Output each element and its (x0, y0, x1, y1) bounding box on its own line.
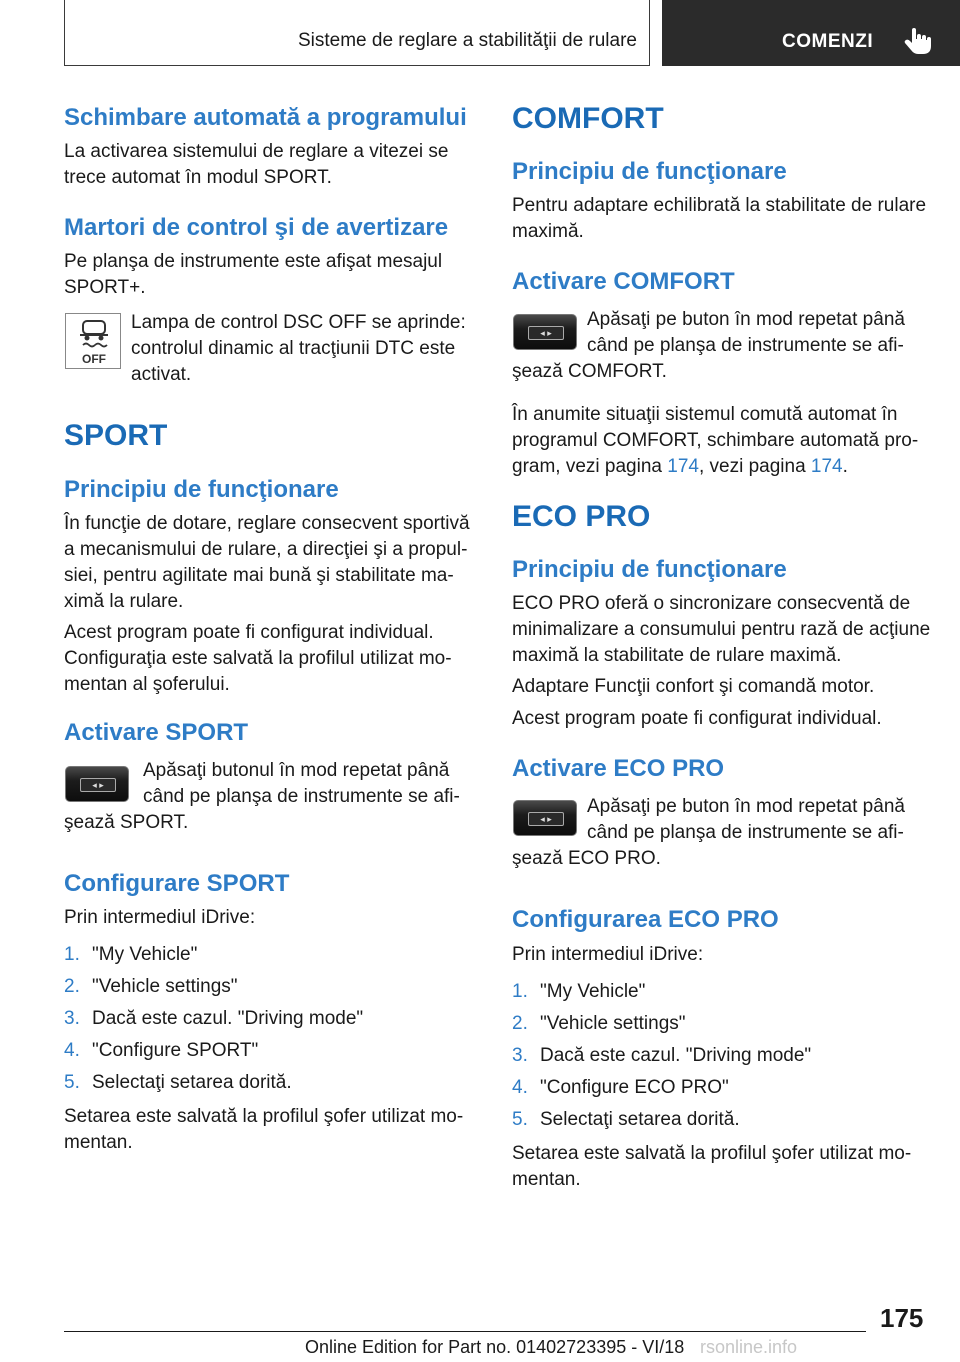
list-item (64, 976, 474, 1002)
list-item (512, 1077, 932, 1103)
list-number: 1. (64, 944, 80, 965)
list-text: Dacă este cazul. "Driving mode" (540, 1045, 812, 1066)
sport-title: SPORT (64, 419, 168, 452)
auto-change-text-2: trece automat în modul SPORT. (64, 167, 332, 188)
page-link[interactable]: 174 (810, 456, 843, 477)
list-number: 2. (512, 1013, 528, 1034)
list-item (512, 981, 932, 1007)
header-section-box (64, 0, 650, 66)
list-text: "My Vehicle" (540, 981, 646, 1002)
sport-activate-text-3: şează SPORT. (64, 812, 189, 833)
list-number: 3. (512, 1045, 528, 1066)
eco-pro-p1-line-1: ECO PRO oferă o sincronizare consecventă de (512, 593, 911, 614)
sport-activate-text-2: când pe planşa de instrumente se afi- (143, 786, 460, 807)
footer-divider (64, 1331, 866, 1332)
list-item (64, 1040, 474, 1066)
comfort-activate-text-3: şează COMFORT. (512, 361, 667, 382)
comfort-activate-text-2: când pe planşa de instrumente se afi- (587, 335, 904, 356)
sport-p1-line-1: În funcţie de dotare, reglare consecvent sportivă (64, 513, 470, 534)
auto-change-heading: Schimbare automată a programului (64, 104, 467, 131)
comfort-principle-heading: Principiu de funcţionare (512, 158, 787, 185)
list-item (64, 1008, 474, 1034)
list-text: Dacă este cazul. "Driving mode" (92, 1008, 364, 1029)
list-text: "Configure SPORT" (92, 1040, 259, 1061)
footer-watermark: rsonline.info (700, 1337, 798, 1357)
eco-pro-p1-line-3: maximă la stabilitate de rulare maximă. (512, 645, 842, 666)
eco-pro-saved-text-2: mentan. (512, 1169, 581, 1190)
comfort-auto-text-end: . (842, 456, 848, 477)
comfort-auto-text-2: programul COMFORT, schimbare automată pro- (512, 430, 919, 451)
dsc-off-icon (65, 313, 121, 369)
page-number: 175 (880, 1303, 924, 1333)
sport-saved-text-2: mentan. (64, 1132, 133, 1153)
eco-pro-activate-heading: Activare ECO PRO (512, 755, 725, 782)
pointing-hand-icon (902, 26, 932, 56)
eco-pro-config-heading: Configurarea ECO PRO (512, 906, 779, 933)
sport-p1-line-4: ximă la rulare. (64, 591, 184, 612)
chapter-tab-label: COMENZI (782, 31, 874, 52)
dsc-text-3: activat. (131, 364, 192, 385)
list-text: Selectaţi setarea dorită. (540, 1109, 740, 1130)
sport-p2-line-3: mentan al şoferului. (64, 674, 230, 695)
list-item (512, 1013, 932, 1039)
driving-mode-switch-icon: ◂ ▸ (65, 766, 129, 802)
list-number: 2. (64, 976, 80, 997)
comfort-title: COMFORT (512, 102, 664, 135)
warning-lights-text-1: Pe planşa de instrumente este afişat mesajul (64, 251, 443, 272)
sport-config-intro: Prin intermediul iDrive: (64, 907, 256, 928)
sport-activate-heading: Activare SPORT (64, 719, 249, 746)
comfort-p1-line-1: Pentru adaptare echilibrată la stabilitate de rulare (512, 195, 927, 216)
list-item (512, 1045, 932, 1071)
chapter-tab[interactable] (662, 0, 960, 66)
sport-p1-line-2: a mecanismului de rulare, a direcţiei şi a propul- (64, 539, 468, 560)
comfort-activate-text-1: Apăsaţi pe buton în mod repetat până (587, 309, 905, 330)
warning-lights-text-2: SPORT+. (64, 277, 146, 298)
driving-mode-switch-icon: ◂ ▸ (513, 314, 577, 350)
sport-principle-heading: Principiu de funcţionare (64, 476, 339, 503)
section-title: Sisteme de reglare a stabilităţii de rulare (297, 30, 637, 51)
comfort-auto-text-1: În anumite situaţii sistemul comută automat în (512, 404, 898, 425)
eco-pro-activate-text-1: Apăsaţi pe buton în mod repetat până (587, 796, 905, 817)
list-item (64, 944, 474, 970)
sport-saved-text-1: Setarea este salvată la profilul şofer utilizat mo- (64, 1106, 464, 1127)
dsc-text-1: Lampa de control DSC OFF se aprinde: (131, 312, 466, 333)
auto-change-text-1: La activarea sistemului de reglare a vitezei se (64, 141, 449, 162)
eco-pro-title: ECO PRO (512, 500, 651, 533)
list-number: 5. (64, 1072, 80, 1093)
eco-pro-activate-text-3: şează ECO PRO. (512, 848, 661, 869)
list-text: "Vehicle settings" (540, 1013, 686, 1034)
driving-mode-switch-icon: ◂ ▸ (513, 800, 577, 836)
list-number: 4. (512, 1077, 528, 1098)
list-number: 5. (512, 1109, 528, 1130)
list-number: 3. (64, 1008, 80, 1029)
eco-pro-activate-text-2: când pe planşa de instrumente se afi- (587, 822, 904, 843)
comfort-auto-text-mid: , vezi pagina (698, 456, 811, 477)
comfort-p1-line-2: maximă. (512, 221, 584, 242)
sport-p1-line-3: siei, pentru agilitate mai bună şi stabilitate ma- (64, 565, 454, 586)
dsc-icon-label: OFF (82, 352, 106, 366)
footer-edition: Online Edition for Part no. 01402723395 - VI/18 (305, 1337, 685, 1357)
list-item (512, 1109, 932, 1135)
comfort-auto-text-pre: gram, vezi pagina (512, 456, 668, 477)
sport-activate-text-1: Apăsaţi butonul în mod repetat până (143, 760, 450, 781)
sport-config-heading: Configurare SPORT (64, 870, 290, 897)
list-number: 4. (64, 1040, 80, 1061)
list-text: Selectaţi setarea dorită. (92, 1072, 292, 1093)
eco-pro-principle-heading: Principiu de funcţionare (512, 556, 787, 583)
list-text: "My Vehicle" (92, 944, 198, 965)
list-item (64, 1072, 474, 1098)
sport-p2-line-1: Acest program poate fi configurat individual. (64, 622, 434, 643)
eco-pro-p2: Adaptare Funcţii confort şi comandă motor. (512, 676, 875, 697)
eco-pro-p3: Acest program poate fi configurat individual. (512, 708, 882, 729)
dsc-text-2: controlul dinamic al tracţiunii DTC este (131, 338, 456, 359)
page-link[interactable]: 174 (667, 456, 699, 477)
list-text: "Configure ECO PRO" (540, 1077, 729, 1098)
list-number: 1. (512, 981, 528, 1002)
eco-pro-config-intro: Prin intermediul iDrive: (512, 944, 704, 965)
comfort-auto-text-3 (512, 454, 932, 480)
list-text: "Vehicle settings" (92, 976, 238, 997)
warning-lights-heading: Martori de control şi de avertizare (64, 214, 449, 241)
comfort-activate-heading: Activare COMFORT (512, 268, 735, 295)
eco-pro-p1-line-2: minimalizare a consumului pentru rază de acţiune (512, 619, 931, 640)
sport-p2-line-2: Configuraţia este salvată la profilul utilizat mo- (64, 648, 452, 669)
eco-pro-saved-text-1: Setarea este salvată la profilul şofer utilizat mo- (512, 1143, 912, 1164)
